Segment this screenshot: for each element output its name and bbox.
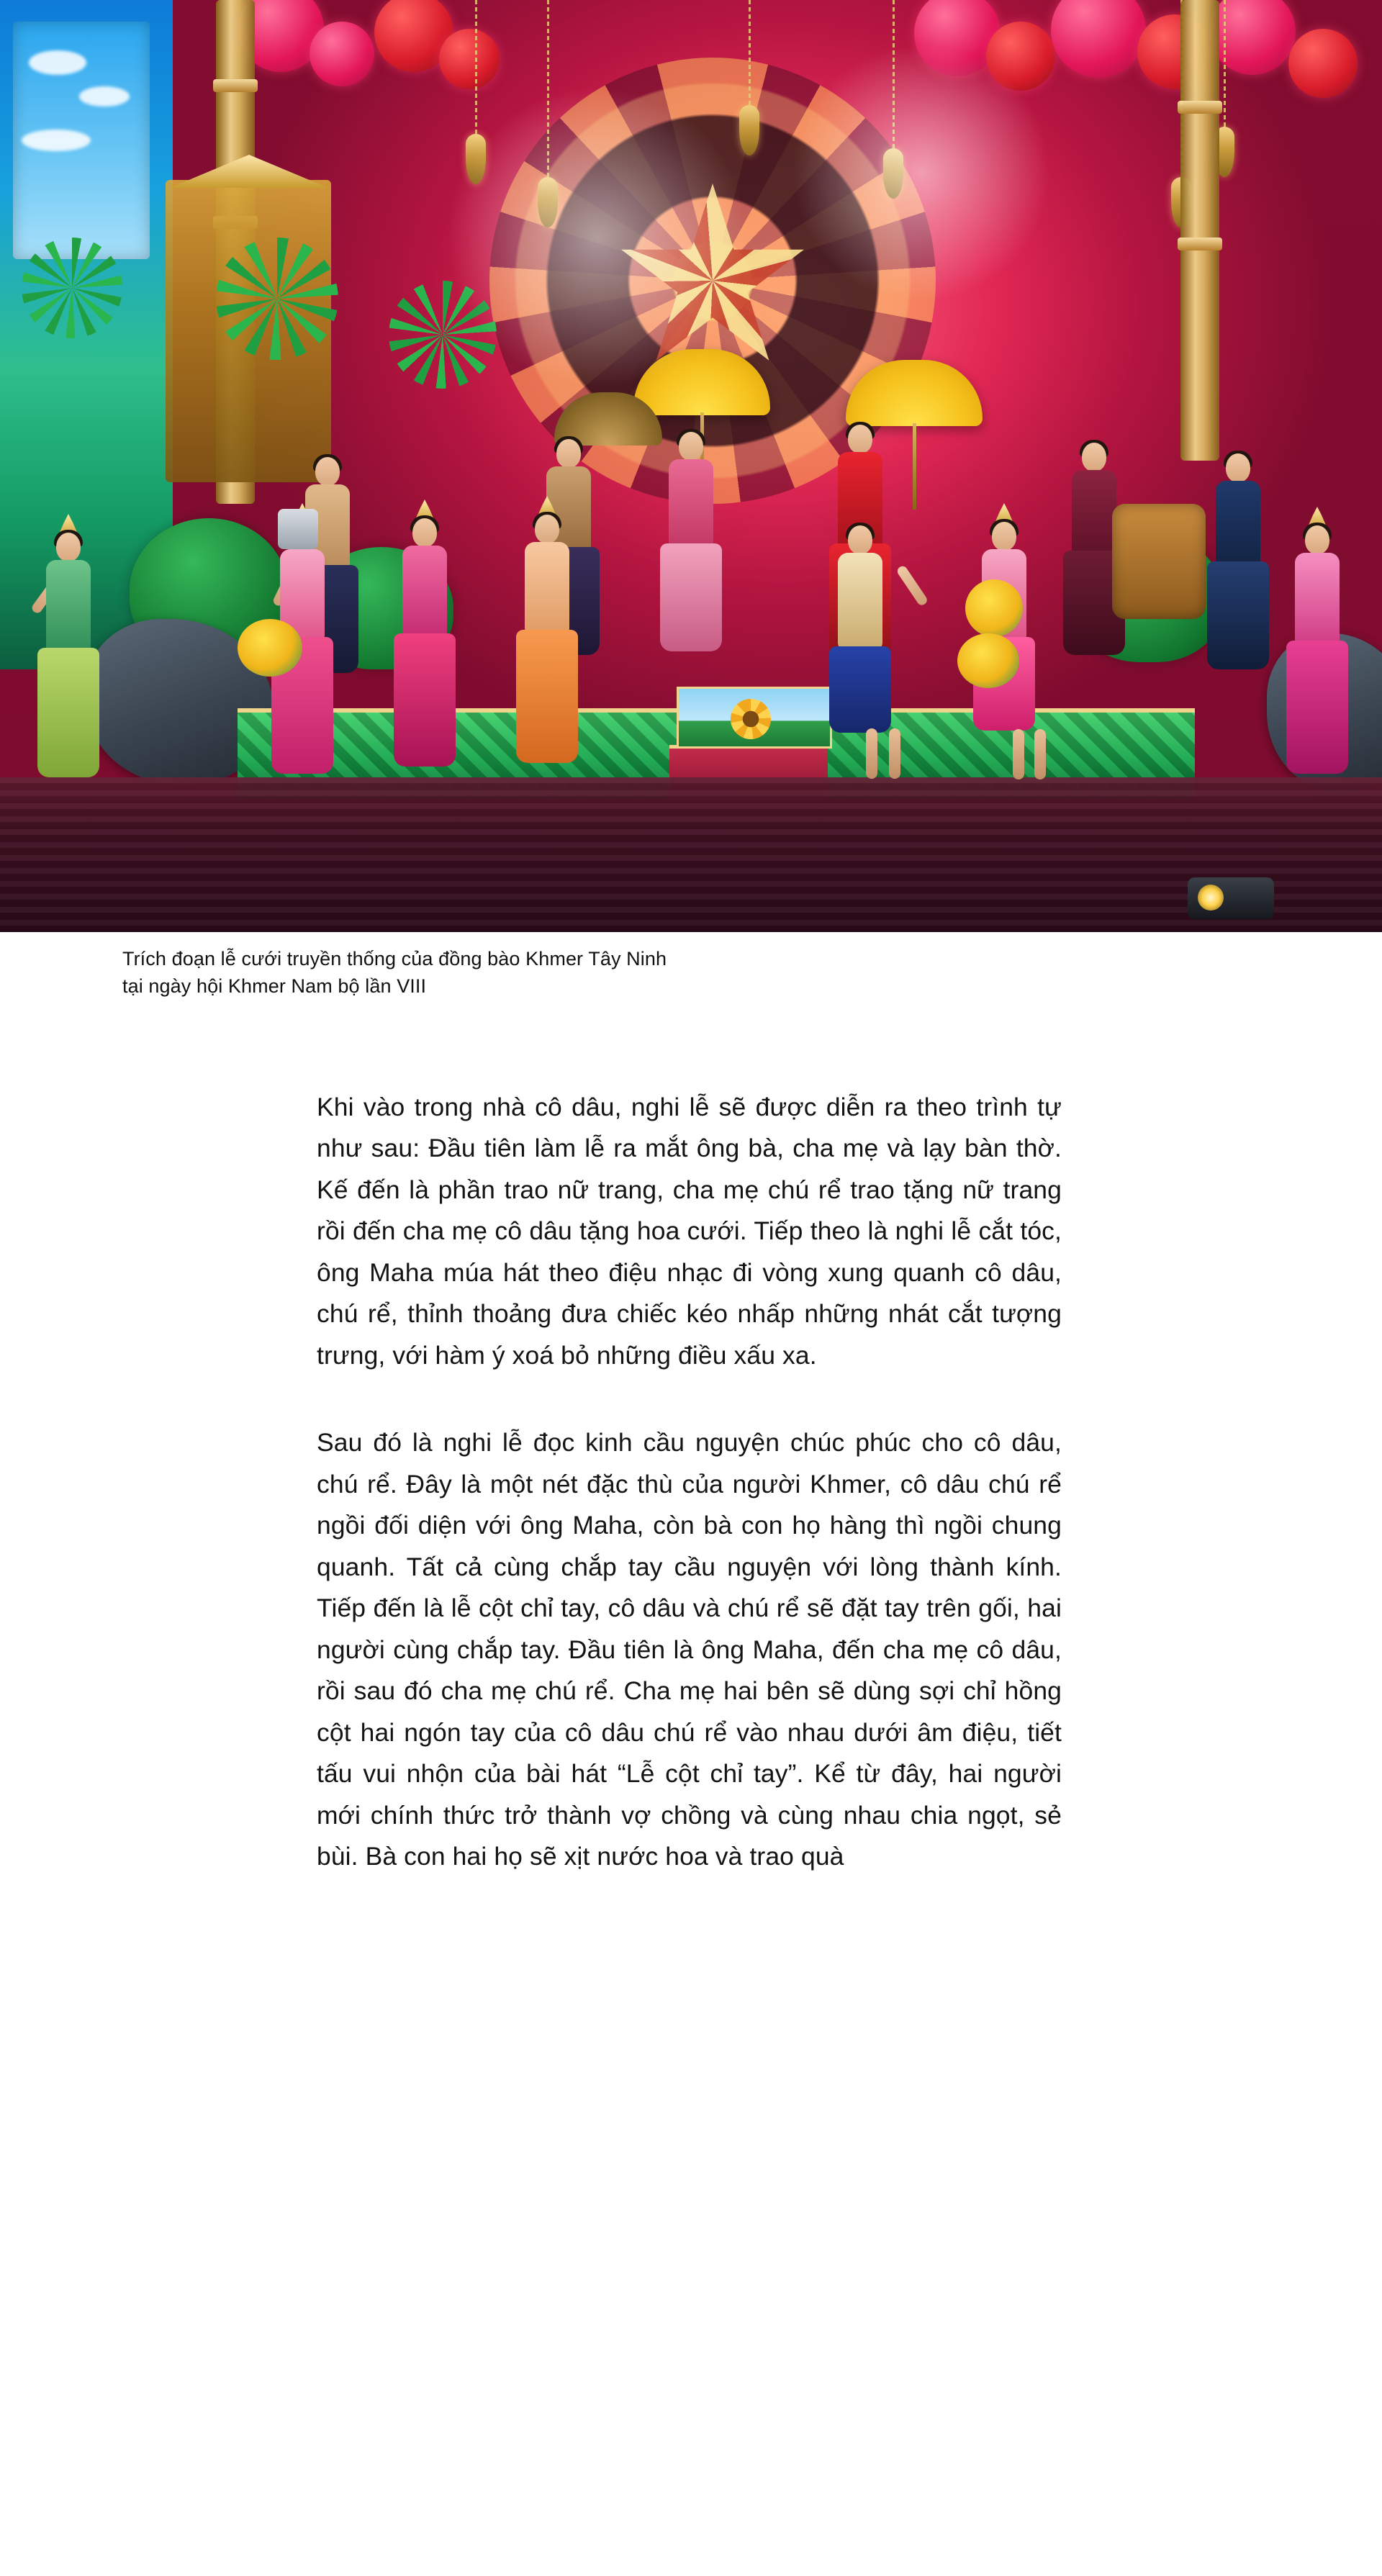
performer-costume — [46, 560, 91, 654]
performer-costume — [525, 542, 569, 636]
pillar-band — [1178, 238, 1222, 250]
performer-leg — [1013, 729, 1024, 779]
article-paragraph-2: Sau đó là nghi lễ đọc kinh cầu nguyện chúc phúc cho cô dâu, chú rể. Đây là một nét đặc thù của người Khmer, cô dâu chú rể ngồi đối diện với ông Maha, còn bà con họ hàng thì ngồi chung quanh. Tất cả cùng chắp tay cầu nguyện với lòng thành kính. Tiếp đến là lễ cột chỉ tay, cô dâu và chú rể sẽ đặt tay trên gối, hai người cùng chắp tay. Đầu tiên là ông Maha, đến cha mẹ cô dâu, rồi sau đó cha mẹ chú rể. Cha mẹ hai bên sẽ dùng sợi chỉ hồng cột hai ngón tay của cô dâu chú rể vào nhau dưới âm điệu, tiết tấu vui nhộn của bài hát “Lễ cột chỉ tay”. Kể từ đây, hai người mới chính thức trở thành vợ chồng và cùng nhau chia ngọt, sẻ bùi. Bà con hai họ sẽ xịt nước hoa và trao quà — [317, 1428, 1062, 1871]
performer-costume — [1295, 553, 1340, 646]
cloud-shape — [22, 130, 91, 151]
lamp-chain — [547, 0, 549, 180]
golden-pillar — [1180, 0, 1219, 461]
flower-bouquet — [965, 579, 1023, 637]
flower-bouquet — [238, 619, 302, 677]
lamp-chain — [1224, 0, 1226, 130]
performer-head — [848, 525, 872, 554]
traditional-drum — [1112, 504, 1206, 619]
cloud-shape — [79, 86, 130, 107]
hanging-flower-ball — [310, 22, 374, 86]
performer-costume — [1216, 481, 1260, 567]
hanging-flower-ball — [439, 29, 500, 89]
performer-head — [1082, 443, 1106, 471]
performer-head — [848, 425, 872, 453]
article-figure — [0, 0, 1382, 1000]
stage-spotlight — [1188, 877, 1274, 919]
lamp-chain — [749, 0, 751, 108]
palm-fan-decor — [389, 281, 497, 389]
performer-costume — [1072, 470, 1116, 556]
performer-leg — [866, 728, 877, 779]
performer-head — [315, 457, 340, 486]
performer-costume — [402, 546, 447, 639]
performer-skirt — [1207, 561, 1269, 669]
performer-leg — [889, 728, 900, 779]
article-body — [317, 1087, 1062, 1878]
hanging-lamp — [739, 105, 759, 155]
hanging-lamp — [466, 134, 486, 184]
offering-tray — [278, 509, 318, 549]
palm-fan-decor — [22, 238, 122, 338]
performer-head — [412, 518, 437, 547]
caption-line-2: tại ngày hội Khmer Nam bộ lần VIII — [122, 975, 427, 998]
performer-leg — [1034, 729, 1046, 779]
cloud-shape — [29, 50, 86, 75]
stage-floor-reflection — [0, 777, 1382, 932]
performer-skirt — [394, 633, 456, 767]
caption-line-1: Trích đoạn lễ cưới truyền thống của đồng bào Khmer Tây Ninh — [122, 948, 667, 970]
hanging-lamp — [883, 148, 903, 199]
hanging-lamp — [538, 177, 558, 227]
performer-head — [56, 533, 81, 561]
performer-skirt — [660, 543, 722, 651]
performer-skirt — [1286, 641, 1348, 774]
lamp-chain — [893, 0, 895, 151]
performer-costume — [838, 553, 882, 650]
flower-bouquet — [957, 633, 1019, 688]
performer-head — [556, 439, 581, 468]
stage-photograph — [0, 0, 1382, 932]
pillar-band — [213, 79, 258, 92]
palm-fan-decor — [216, 238, 338, 360]
performer-skirt — [37, 648, 99, 777]
hanging-flower-ball — [1288, 29, 1358, 98]
pillar-band — [1178, 101, 1222, 114]
performer-head — [992, 522, 1016, 551]
article-paragraph-1: Khi vào trong nhà cô dâu, nghi lễ sẽ được diễn ra theo trình tự như sau: Đầu tiên làm lễ ra mắt ông bà, cha mẹ và lạy bàn thờ. Kế đến là phần trao nữ trang, cha mẹ chú rể trao tặng nữ trang rồi đến cha mẹ cô dâu tặng hoa cưới. Tiếp theo là nghi lễ cắt tóc, ông Maha múa hát theo điệu nhạc đi vòng xung quanh cô dâu, chú rể, thỉnh thoảng đưa chiếc kéo nhấp những nhát cắt tượng trưng, với hàm ý xoá bỏ những điều xấu xa. — [317, 1092, 1062, 1370]
sunflower-icon — [731, 699, 771, 739]
performer-head — [535, 515, 559, 543]
performer-head — [1226, 453, 1250, 482]
figure-caption — [0, 932, 1382, 1000]
performer-skirt — [829, 646, 891, 733]
performer-head — [679, 432, 703, 461]
lamp-chain — [475, 0, 477, 137]
performer-skirt — [516, 630, 578, 763]
hanging-flower-ball — [986, 22, 1055, 91]
performer-costume — [669, 459, 713, 549]
performer-head — [1305, 525, 1329, 554]
